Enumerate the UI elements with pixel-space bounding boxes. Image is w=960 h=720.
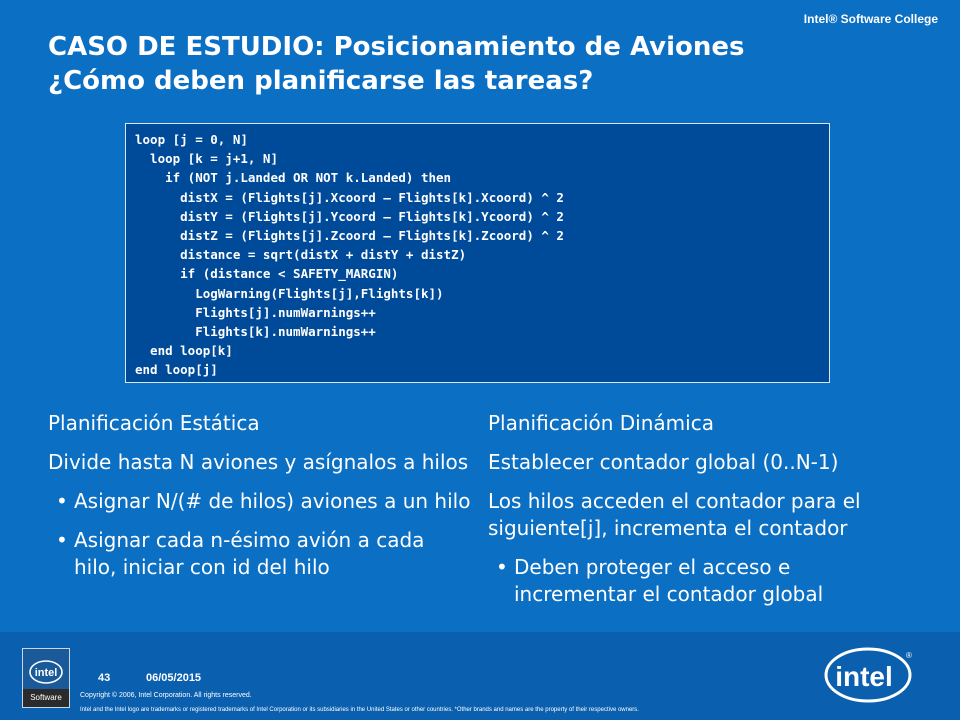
static-scheduling-column — [48, 410, 473, 593]
code-line: loop [j = 0, N] — [135, 132, 248, 147]
bullet-text: Asignar cada n-ésimo avión a cada hilo, iniciar con id del hilo — [74, 528, 425, 579]
dynamic-scheduling-column — [488, 410, 908, 620]
bullet-dot-icon: • — [496, 555, 508, 579]
bullet-dot-icon: • — [56, 489, 68, 513]
page-title — [48, 30, 928, 98]
page-number: 43 — [98, 672, 111, 684]
slide-date: 06/05/2015 — [146, 672, 202, 684]
code-line: distance = sqrt(distX + distY + distZ) — [135, 247, 467, 263]
code-line: distY = (Flights[j].Ycoord – Flights[k].Ycoord) ^ 2 — [135, 208, 564, 224]
code-line: if (NOT j.Landed OR NOT k.Landed) then — [135, 170, 452, 186]
code-line: end loop[k] — [135, 343, 233, 359]
code-line: distX = (Flights[j].Xcoord – Flights[k].Xcoord) ^ 2 — [135, 189, 564, 205]
bullet-dot-icon: • — [56, 528, 68, 552]
code-line: LogWarning(Flights[j],Flights[k]) — [135, 285, 444, 301]
dynamic-heading: Planificación Dinámica — [488, 411, 714, 435]
brand-label: Intel® Software College — [803, 12, 938, 26]
dynamic-description-2: Los hilos acceden el contador para el siguiente[j], incrementa el contador — [488, 489, 861, 540]
code-line: Flights[k].numWarnings++ — [135, 324, 376, 340]
title-line-2: ¿Cómo deben planificarse las tareas? — [48, 66, 594, 96]
bullet-item — [48, 527, 473, 581]
code-line: loop [k = j+1, N] — [135, 151, 278, 167]
code-line: distZ = (Flights[j].Zcoord – Flights[k].Zcoord) ^ 2 — [135, 228, 564, 244]
dynamic-description-1: Establecer contador global (0..N-1) — [488, 450, 839, 474]
code-line: end loop[j] — [135, 362, 218, 378]
intel-logo-icon — [822, 640, 914, 706]
static-description: Divide hasta N aviones y asígnalos a hilos — [48, 450, 469, 474]
bullet-item — [488, 554, 908, 608]
bullet-item — [48, 488, 473, 515]
bullet-text: Asignar N/(# de hilos) aviones a un hilo — [74, 489, 471, 513]
intel-software-logo — [22, 648, 70, 708]
software-label: Software — [23, 689, 69, 707]
static-heading: Planificación Estática — [48, 411, 260, 435]
code-block — [125, 123, 830, 383]
trademark-notice: Intel and the Intel logo are trademarks or registered trademarks of Intel Corporation or its subsidiaries in the United States or other countries. *Other brands and names are the property of their respective owners. — [80, 707, 639, 713]
intel-small-logo-icon — [27, 653, 65, 689]
intel-logo-text: intel — [835, 661, 893, 692]
svg-text:®: ® — [906, 651, 912, 660]
copyright-notice: Copyright © 2006, Intel Corporation. All rights reserved. — [80, 692, 252, 699]
code-line: if (distance < SAFETY_MARGIN) — [135, 266, 399, 282]
bullet-text: Deben proteger el acceso e incrementar el contador global — [514, 555, 824, 606]
svg-text:intel: intel — [34, 667, 58, 679]
title-line-1: CASO DE ESTUDIO: Posicionamiento de Aviones — [48, 32, 745, 62]
code-line: Flights[j].numWarnings++ — [135, 304, 376, 320]
